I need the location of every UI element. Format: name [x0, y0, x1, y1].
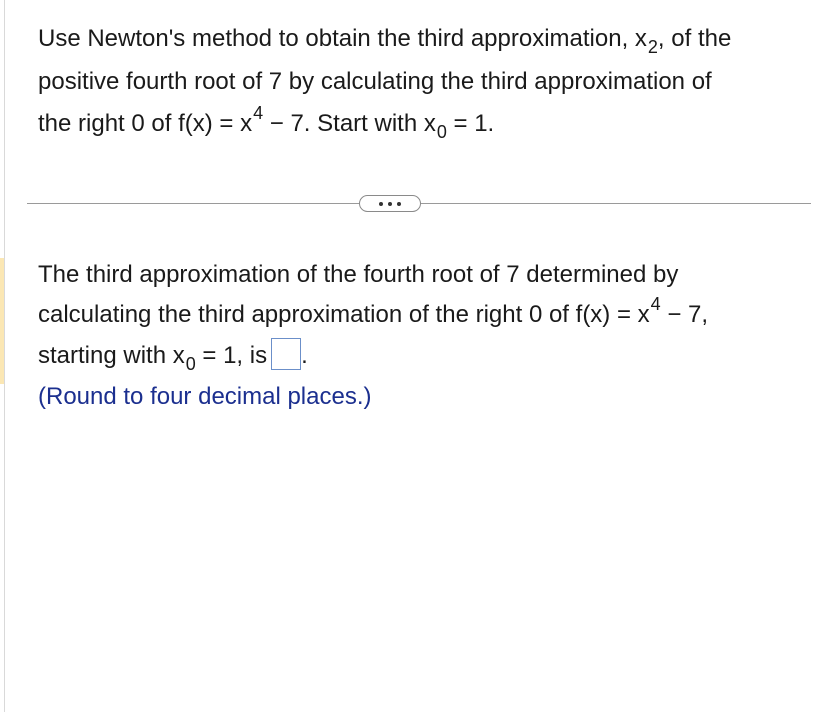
- rounding-hint: (Round to four decimal places.): [38, 383, 372, 410]
- answer-line-2: calculating the third approximation of the right 0 of $f(x) = x^4 - 7$,: [38, 294, 709, 328]
- answer-line-1: The third approximation of the fourth root of 7 determined by: [38, 261, 679, 288]
- answer-line-3: starting with $x_0 = 1$, is .: [38, 336, 808, 377]
- ellipsis-icon: [397, 202, 401, 206]
- active-part-indicator: [0, 258, 4, 384]
- left-border: [4, 0, 5, 712]
- answer-prompt: [38, 255, 808, 377]
- answer-input[interactable]: [271, 338, 301, 370]
- question-line-2: positive fourth root of 7 by calculating the third approximation of: [38, 68, 712, 95]
- ellipsis-icon: [379, 202, 383, 206]
- question-line-1: Use Newton's method to obtain the third approximation, $x_2$, of the: [38, 25, 732, 57]
- question-line-3: the right 0 of $f(x) = x^4 - 7$. Start with $x_0 = 1$.: [38, 103, 495, 142]
- expand-button[interactable]: [359, 195, 421, 212]
- question-text: [38, 18, 808, 146]
- ellipsis-icon: [388, 202, 392, 206]
